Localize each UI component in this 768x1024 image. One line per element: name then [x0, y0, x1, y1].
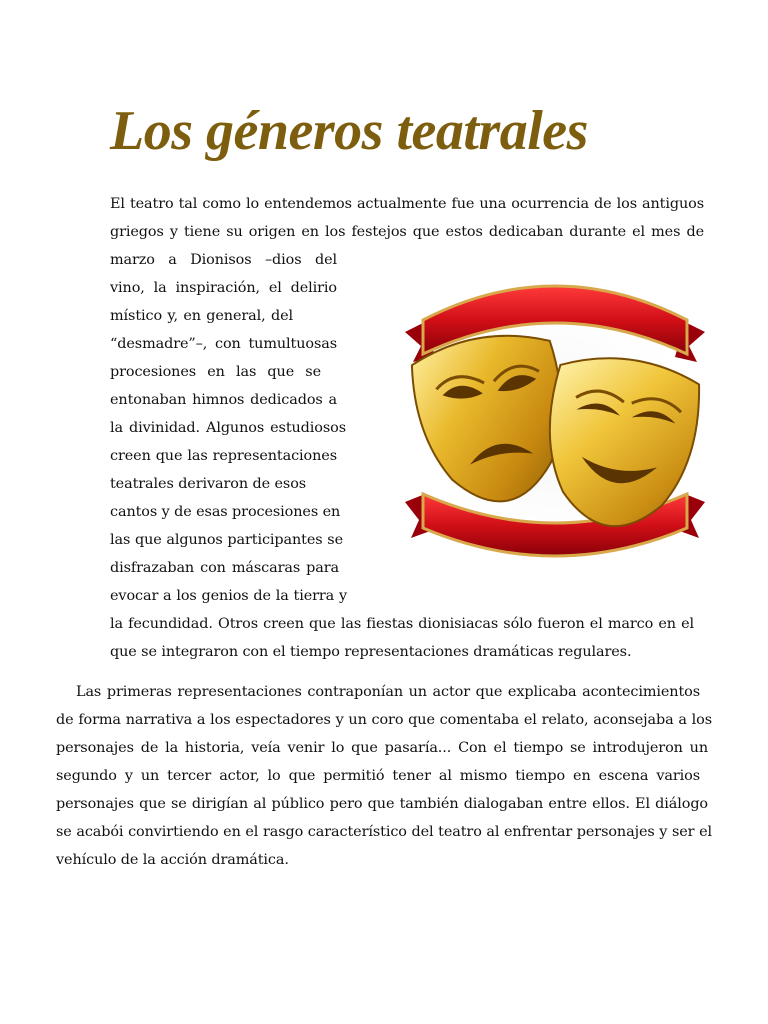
paragraph-line: teatrales derivaron de esos: [110, 476, 307, 492]
paragraph-line: entonaban himnos dedicados a: [110, 392, 337, 408]
paragraph-line: personajes que se dirigían al público pero que también dialogaban entre ellos. El diálogo: [56, 796, 708, 812]
paragraph-line: El teatro tal como lo entendemos actualmente fue una ocurrencia de los antiguos: [110, 196, 704, 212]
paragraph-line: vehículo de la acción dramática.: [56, 852, 289, 868]
paragraph-line: marzo a Dionisos –dios del: [110, 252, 337, 268]
paragraph-line: personajes de la historia, veía venir lo que pasaría... Con el tiempo se introdujeron un: [56, 740, 708, 756]
paragraph-line: que se integraron con el tiempo representaciones dramáticas regulares.: [110, 644, 632, 660]
paragraph-line: griegos y tiene su origen en los festejos que estos dedicaban durante el mes de: [110, 224, 704, 240]
paragraph-line: de forma narrativa a los espectadores y un coro que comentaba el relato, aconsejaba a los: [56, 712, 712, 728]
paragraph-line: místico y, en general, del: [110, 308, 293, 324]
paragraph-line: las que algunos participantes se: [110, 532, 343, 548]
paragraph-line: evocar a los genios de la tierra y: [110, 588, 347, 604]
paragraph-line: creen que las representaciones: [110, 448, 337, 464]
paragraph-line: la fecundidad. Otros creen que las fiestas dionisiacas sólo fueron el marco en el: [110, 616, 694, 632]
paragraph-line: se acabói convirtiendo en el rasgo característico del teatro al enfrentar personajes y ser el: [56, 824, 712, 840]
page-title: Los géneros teatrales: [110, 100, 588, 162]
paragraph-line: la divinidad. Algunos estudiosos: [110, 420, 346, 436]
paragraph-line: procesiones en las que se: [110, 364, 321, 380]
paragraph-line: “desmadre”–, con tumultuosas: [110, 336, 337, 352]
paragraph-line: cantos y de esas procesiones en: [110, 504, 341, 520]
paragraph-line: vino, la inspiración, el delirio: [110, 280, 337, 296]
theater-masks-icon: [395, 262, 715, 592]
paragraph-line: Las primeras representaciones contraponían un actor que explicaba acontecimientos: [76, 684, 700, 700]
paragraph-line: segundo y un tercer actor, lo que permitió tener al mismo tiempo en escena varios: [56, 768, 700, 784]
paragraph-line: disfrazaban con máscaras para: [110, 560, 339, 576]
